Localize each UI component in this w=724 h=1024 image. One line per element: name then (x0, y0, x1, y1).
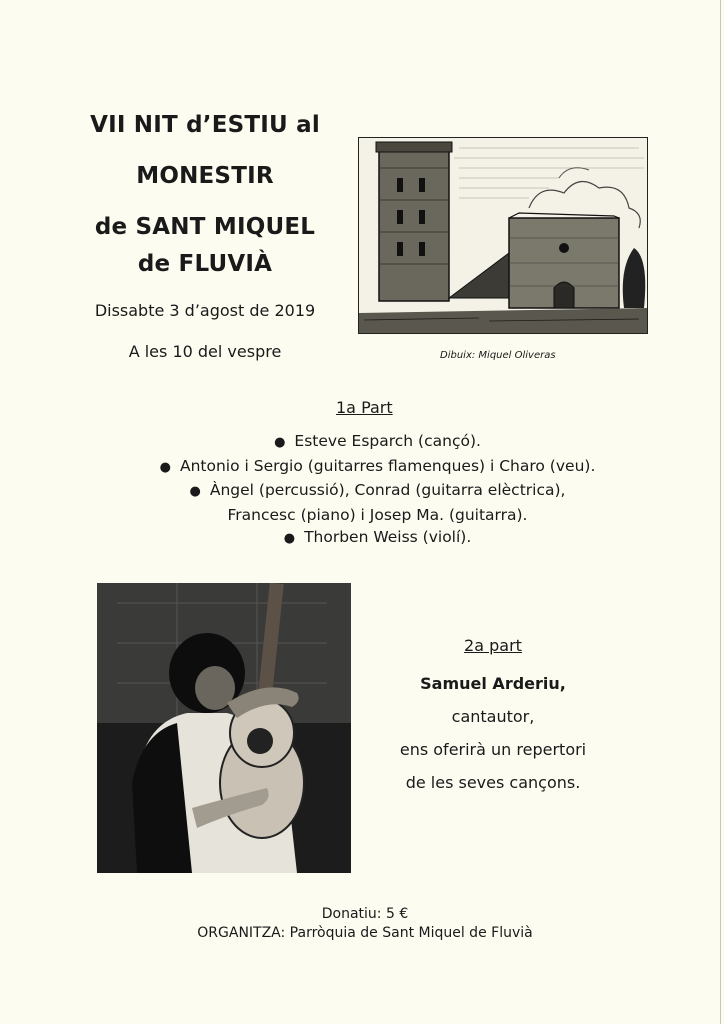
title-line-2: MONESTIR (136, 163, 274, 189)
bullet-icon: ● (274, 435, 286, 450)
event-title (60, 100, 350, 290)
program-item: ● Esteve Esparch (cançó). (100, 430, 655, 455)
performer-role: cantautor, (451, 707, 535, 726)
event-date: Dissabte 3 d’agost de 2019 (94, 301, 316, 320)
part1-program-list (100, 430, 655, 551)
organizer-text: ORGANITZA: Parròquia de Sant Miquel de Fluvià (197, 925, 533, 941)
performer-photo (97, 583, 351, 873)
program-item: ● Thorben Weiss (violí). (100, 526, 655, 551)
donation-text: Donatiu: 5 € (321, 906, 409, 922)
scan-edge-line (720, 0, 721, 1024)
monastery-drawing (358, 137, 648, 334)
bullet-icon: ● (189, 484, 201, 499)
title-line-1: VII NIT d’ESTIU al (90, 112, 320, 138)
title-line-4: de FLUVIÀ (137, 251, 273, 277)
part1-heading: 1a Part (336, 398, 393, 417)
title-line-3: de SANT MIQUEL (94, 214, 316, 240)
part2-section (378, 636, 608, 799)
part2-description-line-1: ens oferirà un repertori (399, 740, 587, 759)
part2-description-line-2: de les seves cançons. (405, 773, 581, 792)
footer (100, 905, 630, 943)
bullet-icon: ● (159, 459, 171, 475)
event-time: A les 10 del vespre (128, 342, 282, 361)
program-item: ● Àngel (percussió), Conrad (guitarra elèctrica), (100, 479, 655, 504)
performer-name: Samuel Arderiu, (420, 674, 566, 693)
program-item-continuation: Francesc (piano) i Josep Ma. (guitarra). (227, 505, 528, 524)
bullet-icon: ● (283, 531, 296, 546)
part2-heading: 2a part (464, 636, 522, 655)
program-item: ● Antonio i Sergio (guitarres flamenques) i Charo (veu). (100, 455, 655, 480)
drawing-caption: Dibuix: Miquel Oliveras (440, 350, 556, 361)
